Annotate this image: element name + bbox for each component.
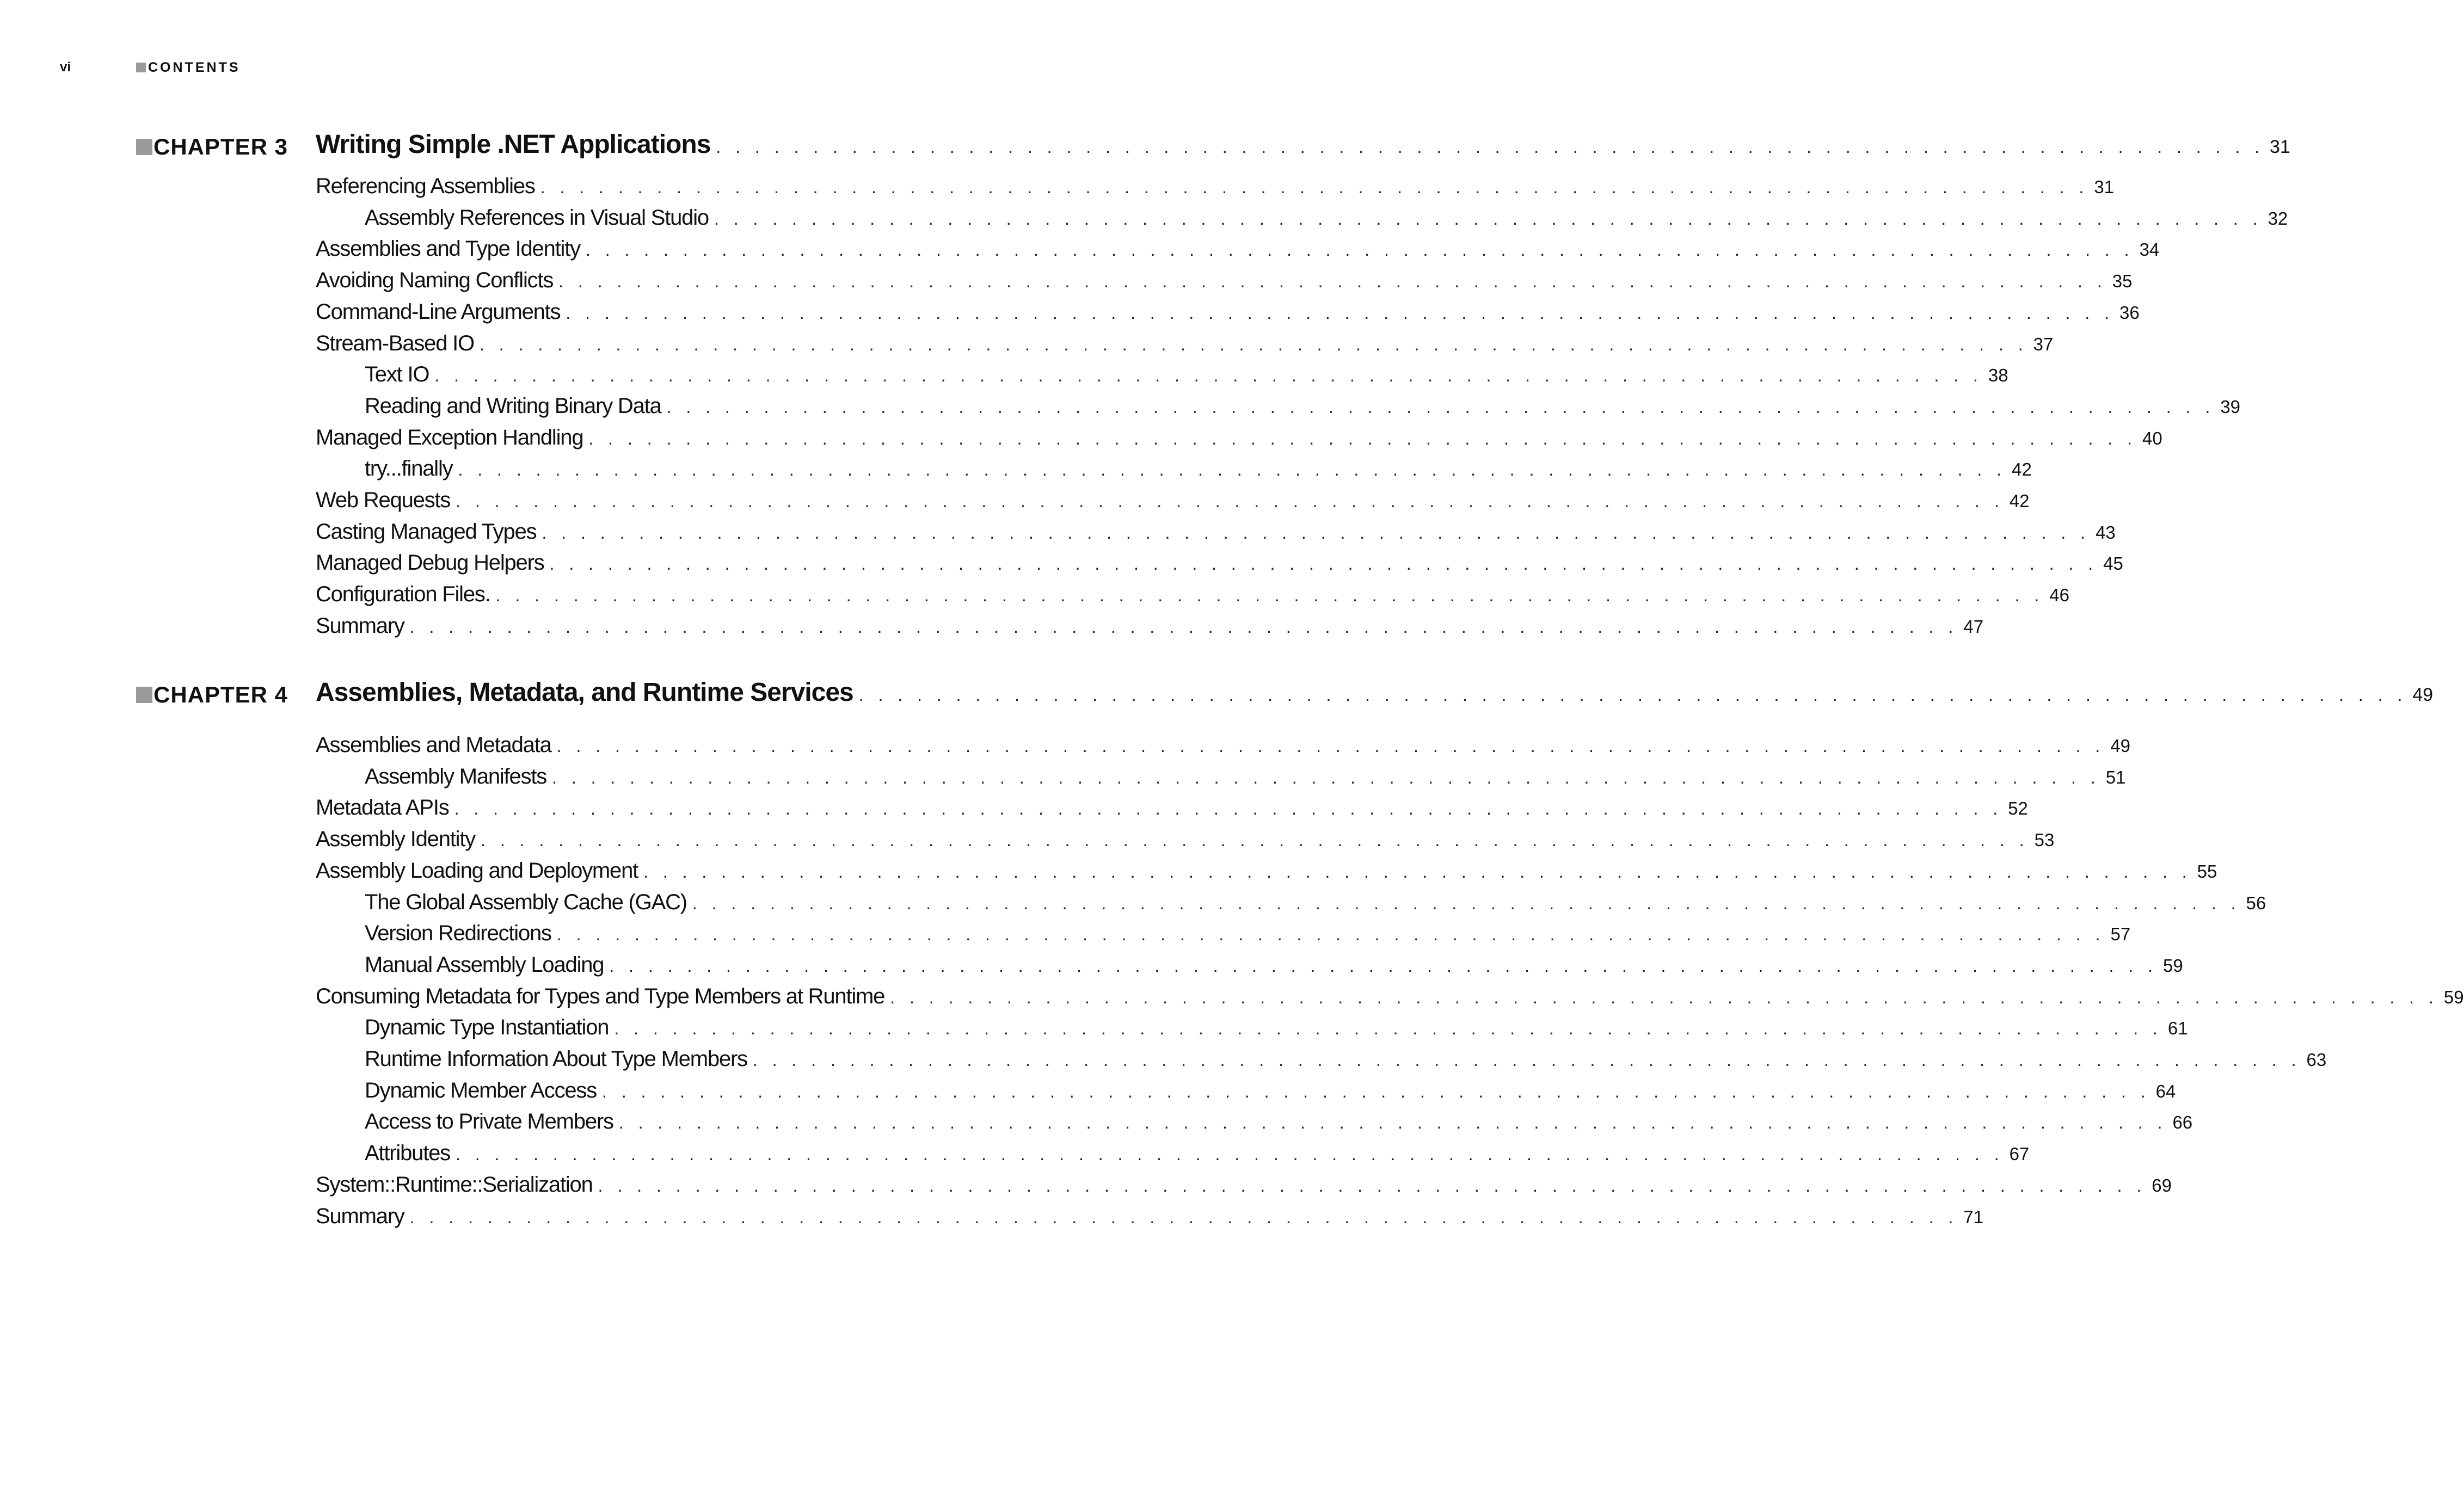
dot-leader: . . . . . . . . . . . . . . . . . . . . . . . . . . . . . . . . . . . . . . . . . . . . . . . . . . . . . . . . . . . . . . . . . . . . . . . . . . . . . . . . [481,830,2029,850]
toc-entry[interactable] [316,984,2464,1016]
entry-page-number: 37 [2033,334,2054,354]
entry-title: Managed Exception Handling [316,425,583,449]
toc-subentry[interactable] [365,457,2032,488]
toc-entry[interactable] [316,1204,1984,1236]
dot-leader: . . . . . . . . . . . . . . . . . . . . . . . . . . . . . . . . . . . . . . . . . . . . . . . . . . . . . . . . . . . . . . . . . . . . . . . . . . . . . . . . [585,240,2134,260]
page-number: vi [60,60,71,75]
entry-title: Avoiding Naming Conflicts [316,268,554,293]
entry-title: Dynamic Type Instantiation [365,1015,609,1040]
entry-page-number: 49 [2110,736,2130,756]
toc-entry[interactable] [316,299,2140,331]
entry-page-number: 34 [2139,239,2160,260]
chapter-title: Assemblies, Metadata, and Runtime Services [316,678,853,707]
entry-page-number: 47 [1963,616,1984,637]
entry-title: Summary [316,613,404,638]
dot-leader: . . . . . . . . . . . . . . . . . . . . . . . . . . . . . . . . . . . . . . . . . . . . . . . . . . . . . . . . . . . . . . . . . . . . . . . . . . . . . . . . [558,272,2107,292]
dot-leader: . . . . . . . . . . . . . . . . . . . . . . . . . . . . . . . . . . . . . . . . . . . . . . . . . . . . . . . . . . . . . . . . . . . . . . . . . . . . . . . . [643,861,2192,882]
dot-leader: . . . . . . . . . . . . . . . . . . . . . . . . . . . . . . . . . . . . . . . . . . . . . . . . . . . . . . . . . . . . . . . . . . . . . . . . . . . . . . . . [556,736,2105,756]
entry-page-number: 53 [2034,830,2055,850]
toc-entry[interactable] [316,174,2115,206]
entry-page-number: 55 [2197,861,2217,882]
chapter-heading-row [0,677,2434,712]
entry-title: Web Requests [316,488,451,512]
entry-title: Reading and Writing Binary Data [365,393,661,418]
entry-title: Runtime Information About Type Members [365,1047,747,1071]
toc-subentry[interactable] [365,764,2126,796]
dot-leader: . . . . . . . . . . . . . . . . . . . . . . . . . . . . . . . . . . . . . . . . . . . . . . . . . . . . . . . . . . . . . . . . . . . . . . . . . . . . . . . . [434,366,1983,386]
toc-subentry[interactable] [365,205,2288,237]
toc-entry[interactable] [316,827,2055,859]
dot-leader: . . . . . . . . . . . . . . . . . . . . . . . . . . . . . . . . . . . . . . . . . . . . . . . . . . . . . . . . . . . . . . . . . . . . . . . . . . . . . . . . [495,585,2044,606]
dot-leader: . . . . . . . . . . . . . . . . . . . . . . . . . . . . . . . . . . . . . . . . . . . . . . . . . . . . . . . . . . . . . . . . . . . . . . . . . . . . . . . . [692,893,2241,913]
entry-page-number: 69 [2152,1175,2172,1195]
entry-page-number: 45 [2103,553,2123,574]
dot-leader: . . . . . . . . . . . . . . . . . . . . . . . . . . . . . . . . . . . . . . . . . . . . . . . . . . . . . . . . . . . . . . . . . . . . . . . . . . . . . . . . [549,554,2098,574]
dot-leader: . . . . . . . . . . . . . . . . . . . . . . . . . . . . . . . . . . . . . . . . . . . . . . . . . . . . . . . . . . . . . . . . . . . . . . . . . . . . . . . . [480,334,2028,354]
entry-title: Assembly Loading and Deployment [316,858,638,883]
chapter-label [136,134,288,160]
entry-title: Stream-Based IO [316,331,475,355]
toc-entry[interactable] [316,733,2130,765]
entry-title: Dynamic Member Access [365,1078,597,1102]
entry-title: Manual Assembly Loading [365,952,604,977]
entry-page-number: 67 [2009,1144,2030,1164]
entry-title: Metadata APIs [316,796,449,820]
toc-entry[interactable] [316,425,2162,457]
entry-page-number: 36 [2119,302,2140,323]
chapter-title-line[interactable] [316,130,2290,159]
toc-subentry[interactable] [365,1141,2030,1173]
chapter-title-line[interactable] [316,677,2434,707]
entry-title: Command-Line Arguments [316,299,561,324]
toc-entry[interactable] [316,796,2028,827]
dot-leader: . . . . . . . . . . . . . . . . . . . . . . . . . . . . . . . . . . . . . . . . . . . . . . . . . . . . . . . . . . . . . . . . . . . . . . . . . . . . . . . . [602,1081,2150,1101]
dot-leader: . . . . . . . . . . . . . . . . . . . . . . . . . . . . . . . . . . . . . . . . . . . . . . . . . . . . . . . . . . . . . . . . . . . . . . . . . . . . . . . . [409,1207,1958,1227]
dot-leader: . . . . . . . . . . . . . . . . . . . . . . . . . . . . . . . . . . . . . . . . . . . . . . . . . . . . . . . . . . . . . . . . . . . . . . . . . . . . . . . . [666,397,2215,417]
section-marker-icon [136,63,146,72]
entry-page-number: 56 [2246,892,2266,913]
toc-entry[interactable] [316,1172,2172,1204]
entry-page-number: 43 [2096,522,2116,543]
toc-subentry[interactable] [365,1015,2188,1047]
toc-subentry[interactable] [365,362,2008,394]
entry-page-number: 59 [2162,955,2183,976]
entry-page-number: 42 [2009,491,2030,511]
entry-page-number: 66 [2172,1112,2193,1133]
dot-leader: . . . . . . . . . . . . . . . . . . . . . . . . . . . . . . . . . . . . . . . . . . . . . . . . . . . . . . . . . . . . . . . . . . . . . . . . . . . . . . . . [614,1019,2162,1039]
chapter-label [136,682,288,708]
entry-title: Managed Debug Helpers [316,551,544,575]
toc-subentry[interactable] [365,921,2131,953]
toc-entry[interactable] [316,858,2217,890]
running-head-label: CONTENTS [148,59,241,75]
toc-subentry[interactable] [365,393,2240,426]
dot-leader: . . . . . . . . . . . . . . . . . . . . . . . . . . . . . . . . . . . . . . . . . . . . . . . . . . . . . . . . . . . . . . . . . . . . . . . . . . . . . . . . [566,303,2114,323]
dot-leader: . . . . . . . . . . . . . . . . . . . . . . . . . . . . . . . . . . . . . . . . . . . . . . . . . . . . . . . . . . . . . . . . . . . . . . . . . . . . . . . . [556,925,2105,945]
entry-page-number: 39 [2220,396,2240,417]
entry-page-number: 51 [2105,767,2126,787]
entry-title: Assemblies and Metadata [316,733,551,757]
entry-title: Assemblies and Type Identity [316,237,580,261]
entry-page-number: 40 [2142,428,2162,448]
entry-title: Assembly References in Visual Studio [365,205,709,230]
entry-page-number: 42 [2012,459,2032,480]
entry-page-number: 63 [2306,1050,2327,1070]
dot-leader: . . . . . . . . . . . . . . . . . . . . . . . . . . . . . . . . . . . . . . . . . . . . . . . . . . . . . . . . . . . . . . . . . . . . . . . . . . . . . . . . [598,1175,2147,1195]
entry-title: Version Redirections [365,921,551,946]
chapter-title: Writing Simple .NET Applications [316,130,711,159]
entry-page-number: 52 [2008,798,2028,819]
toc-entry[interactable] [316,519,2116,551]
toc-subentry[interactable] [365,1110,2193,1141]
entry-title: Access to Private Members [365,1110,613,1134]
toc-subentry[interactable] [365,890,2266,922]
chapter-page-number: 49 [2412,685,2434,705]
dot-leader: . . . . . . . . . . . . . . . . . . . . . . . . . . . . . . . . . . . . . . . . . . . . . . . . . . . . . . . . . . . . . . . . . . . . . . . . . . . . . . . . [542,522,2091,543]
dot-leader: . . . . . . . . . . . . . . . . . . . . . . . . . . . . . . . . . . . . . . . . . . . . . . . . . . . . . . . . . . . . . . . . . . . . . . . . . . . . . . . . [716,137,2264,157]
toc-entry[interactable] [316,268,2133,300]
entry-page-number: 35 [2112,271,2133,292]
dot-leader: . . . . . . . . . . . . . . . . . . . . . . . . . . . . . . . . . . . . . . . . . . . . . . . . . . . . . . . . . . . . . . . . . . . . . . . . . . . . . . . . [540,177,2089,197]
entry-title: try...finally [365,457,453,481]
dot-leader: . . . . . . . . . . . . . . . . . . . . . . . . . . . . . . . . . . . . . . . . . . . . . . . . . . . . . . . . . . . . . . . . . . . . . . . . . . . . . . . . [458,460,2007,480]
entry-title: Assembly Identity [316,827,476,852]
dot-leader: . . . . . . . . . . . . . . . . . . . . . . . . . . . . . . . . . . . . . . . . . . . . . . . . . . . . . . . . . . . . . . . . . . . . . . . . . . . . . . . . [455,1144,2004,1164]
dot-leader: . . . . . . . . . . . . . . . . . . . . . . . . . . . . . . . . . . . . . . . . . . . . . . . . . . . . . . . . . . . . . . . . . . . . . . . . . . . . . . . . [552,767,2100,787]
toc-entry[interactable] [316,488,2030,520]
dot-leader: . . . . . . . . . . . . . . . . . . . . . . . . . . . . . . . . . . . . . . . . . . . . . . . . . . . . . . . . . . . . . . . . . . . . . . . . . . . . . . . . [890,987,2438,1007]
dot-leader: . . . . . . . . . . . . . . . . . . . . . . . . . . . . . . . . . . . . . . . . . . . . . . . . . . . . . . . . . . . . . . . . . . . . . . . . . . . . . . . . [752,1050,2301,1070]
chapter-label-text: CHAPTER 4 [153,682,288,707]
toc-entry[interactable] [316,582,2069,614]
toc-entry[interactable] [316,613,1984,645]
entry-title: Text IO [365,362,429,387]
toc-entry[interactable] [316,331,2054,363]
entry-title: Attributes [365,1141,450,1166]
entry-page-number: 61 [2167,1018,2188,1039]
chapter-label-text: CHAPTER 3 [153,134,288,159]
chapter-marker-icon [136,687,152,703]
entry-title: System::Runtime::Serialization [316,1172,593,1197]
entry-title: Assembly Manifests [365,764,547,788]
dot-leader: . . . . . . . . . . . . . . . . . . . . . . . . . . . . . . . . . . . . . . . . . . . . . . . . . . . . . . . . . . . . . . . . . . . . . . . . . . . . . . . . [618,1113,2167,1133]
chapter-heading-row [0,130,2290,164]
dot-leader: . . . . . . . . . . . . . . . . . . . . . . . . . . . . . . . . . . . . . . . . . . . . . . . . . . . . . . . . . . . . . . . . . . . . . . . . . . . . . . . . [609,956,2158,976]
dot-leader: . . . . . . . . . . . . . . . . . . . . . . . . . . . . . . . . . . . . . . . . . . . . . . . . . . . . . . . . . . . . . . . . . . . . . . . . . . . . . . . . [588,428,2137,448]
toc-entry[interactable] [316,551,2123,582]
running-head [60,59,241,76]
entry-title: Consuming Metadata for Types and Type Members at Runtime [316,984,885,1008]
entry-page-number: 59 [2443,987,2464,1007]
dot-leader: . . . . . . . . . . . . . . . . . . . . . . . . . . . . . . . . . . . . . . . . . . . . . . . . . . . . . . . . . . . . . . . . . . . . . . . . . . . . . . . . [454,799,2003,819]
entry-title: Casting Managed Types [316,519,537,544]
toc-subentry[interactable] [365,1078,2176,1110]
entry-page-number: 31 [2094,177,2115,197]
chapter-page-number: 31 [2270,137,2290,157]
toc-subentry[interactable] [365,952,2183,984]
entry-title: Summary [316,1204,404,1228]
chapter-marker-icon [136,139,152,155]
entry-title: Configuration Files. [316,582,490,607]
toc-subentry[interactable] [365,1047,2327,1078]
entry-page-number: 57 [2110,924,2131,945]
entry-page-number: 32 [2268,208,2288,229]
dot-leader: . . . . . . . . . . . . . . . . . . . . . . . . . . . . . . . . . . . . . . . . . . . . . . . . . . . . . . . . . . . . . . . . . . . . . . . . . . . . . . . . [714,208,2263,229]
entry-page-number: 71 [1963,1206,1984,1227]
dot-leader: . . . . . . . . . . . . . . . . . . . . . . . . . . . . . . . . . . . . . . . . . . . . . . . . . . . . . . . . . . . . . . . . . . . . . . . . . . . . . . . . [409,617,1958,637]
entry-page-number: 38 [1988,365,2008,386]
toc-entry[interactable] [316,237,2160,268]
entry-title: The Global Assembly Cache (GAC) [365,890,687,914]
entry-page-number: 64 [2155,1081,2176,1101]
dot-leader: . . . . . . . . . . . . . . . . . . . . . . . . . . . . . . . . . . . . . . . . . . . . . . . . . . . . . . . . . . . . . . . . . . . . . . . . . . . . . . . . [456,491,2004,511]
entry-page-number: 46 [2049,585,2069,606]
entry-title: Referencing Assemblies [316,174,535,198]
dot-leader: . . . . . . . . . . . . . . . . . . . . . . . . . . . . . . . . . . . . . . . . . . . . . . . . . . . . . . . . . . . . . . . . . . . . . . . . . . . . . . . . [858,685,2407,705]
